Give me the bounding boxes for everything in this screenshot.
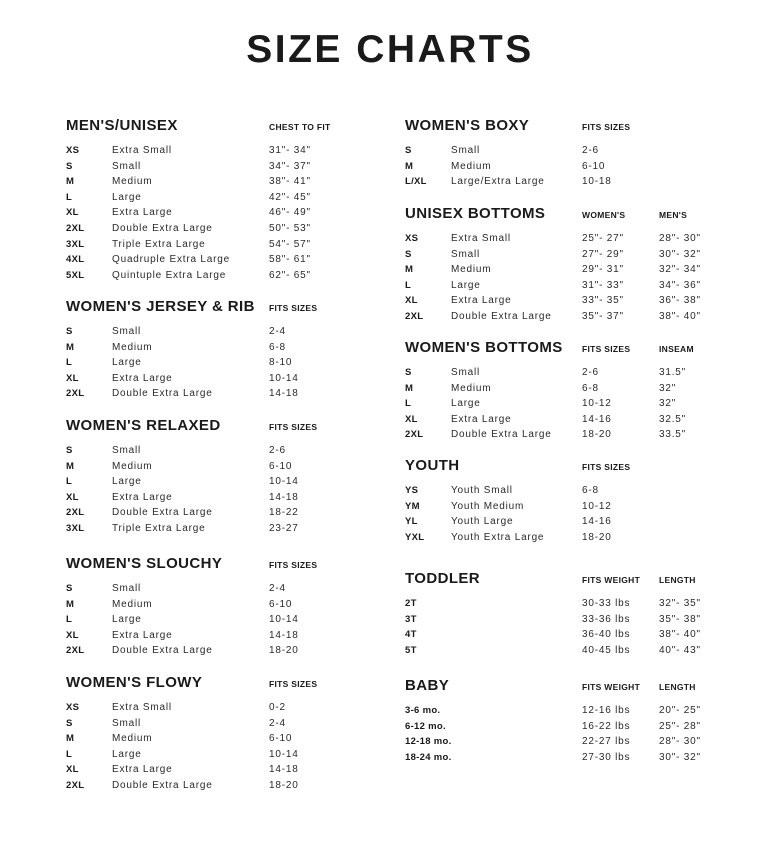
size-value: 22-27 lbs xyxy=(582,736,631,748)
size-name: Double Extra Large xyxy=(451,311,552,322)
column-header: FITS SIZES xyxy=(582,462,631,472)
size-value: 36-40 lbs xyxy=(582,629,631,641)
size-value: 38"- 41" xyxy=(269,176,311,188)
size-name: Medium xyxy=(112,341,153,353)
size-row xyxy=(66,254,406,270)
size-row xyxy=(405,145,745,161)
size-value: 42"- 45" xyxy=(269,191,311,203)
size-code: S xyxy=(66,445,73,456)
size-value: 18-20 xyxy=(269,645,299,657)
size-row xyxy=(405,485,745,501)
column-header: LENGTH xyxy=(659,575,696,585)
size-name: Medium xyxy=(112,733,153,745)
size-code: XL xyxy=(405,413,418,425)
section-title: YOUTH xyxy=(405,457,460,474)
size-value: 40-45 lbs xyxy=(582,644,631,656)
size-code: S xyxy=(405,145,412,156)
size-row xyxy=(66,239,406,255)
size-value: 30"- 32" xyxy=(659,751,701,763)
size-row xyxy=(405,176,745,192)
size-name: Medium xyxy=(451,264,492,276)
size-code: 2XL xyxy=(405,429,424,441)
size-value: 35"- 38" xyxy=(659,613,701,625)
size-code: 3XL xyxy=(66,523,85,534)
size-value: 18-22 xyxy=(269,507,299,519)
size-row xyxy=(66,523,406,539)
size-name: Youth Medium xyxy=(451,500,525,512)
size-value: 6-10 xyxy=(269,598,293,610)
size-code: M xyxy=(405,160,414,172)
size-code: S xyxy=(405,367,412,378)
size-code: 18-24 mo. xyxy=(405,751,452,763)
size-code: 12-18 mo. xyxy=(405,736,452,748)
size-row xyxy=(405,429,745,445)
size-value: 28"- 30" xyxy=(659,233,701,244)
size-row xyxy=(66,645,406,661)
size-code: 4XL xyxy=(66,254,85,266)
size-code: YS xyxy=(405,485,419,496)
size-row xyxy=(66,733,406,749)
size-value: 14-16 xyxy=(582,516,612,528)
size-value: 32"- 34" xyxy=(659,264,701,276)
size-name: Medium xyxy=(112,598,153,610)
size-value: 32"- 35" xyxy=(659,598,701,609)
size-row xyxy=(66,599,406,615)
size-code: 5T xyxy=(405,644,417,656)
size-row xyxy=(405,629,745,645)
size-row xyxy=(405,532,745,548)
size-row xyxy=(405,161,745,177)
size-code: 6-12 mo. xyxy=(405,720,446,732)
size-row xyxy=(405,367,745,383)
size-value: 2-4 xyxy=(269,326,286,337)
size-name: Small xyxy=(112,445,142,456)
size-value: 8-10 xyxy=(269,357,293,369)
size-value: 28"- 30" xyxy=(659,736,701,748)
size-value: 6-8 xyxy=(582,382,599,394)
size-row xyxy=(405,383,745,399)
size-value: 14-18 xyxy=(269,629,299,641)
size-value: 0-2 xyxy=(269,702,286,713)
size-name: Youth Large xyxy=(451,516,514,528)
size-name: Large xyxy=(451,398,481,410)
size-value: 14-18 xyxy=(269,388,299,400)
size-name: Large xyxy=(112,614,142,626)
size-code: M xyxy=(405,264,414,276)
size-value: 10-14 xyxy=(269,372,299,384)
size-row xyxy=(405,280,745,296)
size-value: 10-14 xyxy=(269,476,299,488)
size-code: XS xyxy=(66,702,80,713)
size-code: 2T xyxy=(405,598,417,609)
column-header: WOMEN'S xyxy=(582,210,626,220)
size-value: 14-16 xyxy=(582,413,612,425)
section-title: WOMEN'S RELAXED xyxy=(66,417,221,434)
size-name: Extra Small xyxy=(112,145,172,156)
size-value: 27-30 lbs xyxy=(582,751,631,763)
size-name: Small xyxy=(112,326,142,337)
size-name: Double Extra Large xyxy=(451,429,552,441)
size-row xyxy=(405,598,745,614)
size-value: 2-6 xyxy=(582,145,599,156)
size-name: Double Extra Large xyxy=(112,780,213,791)
size-name: Small xyxy=(451,367,481,378)
size-code: M xyxy=(66,176,75,188)
size-value: 10-14 xyxy=(269,614,299,626)
size-code: XL xyxy=(66,629,79,641)
size-code: L/XL xyxy=(405,176,427,188)
size-row xyxy=(405,736,745,752)
size-row xyxy=(405,311,745,327)
size-code: 2XL xyxy=(66,780,85,791)
size-code: 2XL xyxy=(66,645,85,657)
size-name: Extra Large xyxy=(112,491,173,503)
size-value: 10-18 xyxy=(582,176,612,188)
size-value: 2-6 xyxy=(269,445,286,456)
size-row xyxy=(405,398,745,414)
page-title: SIZE CHARTS xyxy=(246,28,534,71)
size-name: Double Extra Large xyxy=(112,388,213,400)
size-code: L xyxy=(66,357,73,369)
size-name: Extra Large xyxy=(451,413,512,425)
size-value: 20"- 25" xyxy=(659,705,701,716)
section-title: WOMEN'S JERSEY & RIB xyxy=(66,298,255,315)
size-row xyxy=(405,721,745,737)
size-row xyxy=(66,780,406,796)
size-value: 31"- 33" xyxy=(582,279,624,291)
size-row xyxy=(66,342,406,358)
size-row xyxy=(66,749,406,765)
size-name: Extra Large xyxy=(112,764,173,776)
size-value: 2-4 xyxy=(269,583,286,594)
size-code: S xyxy=(66,160,73,172)
size-code: S xyxy=(405,248,412,260)
size-value: 12-16 lbs xyxy=(582,705,631,716)
size-name: Extra Large xyxy=(112,372,173,384)
section-title: BABY xyxy=(405,677,450,694)
column-header: FITS SIZES xyxy=(269,303,318,313)
size-value: 58"- 61" xyxy=(269,254,311,266)
size-name: Small xyxy=(112,160,142,172)
size-value: 27"- 29" xyxy=(582,248,624,260)
column-header: FITS SIZES xyxy=(582,122,631,132)
size-name: Small xyxy=(451,145,481,156)
size-code: 2XL xyxy=(66,388,85,400)
size-code: L xyxy=(66,614,73,626)
size-code: XL xyxy=(66,207,79,219)
column-header: INSEAM xyxy=(659,344,694,354)
size-value: 35"- 37" xyxy=(582,311,624,322)
section-title: WOMEN'S BOXY xyxy=(405,117,530,134)
size-row xyxy=(66,326,406,342)
size-value: 33-36 lbs xyxy=(582,613,631,625)
column-header: LENGTH xyxy=(659,682,696,692)
column-header: FITS SIZES xyxy=(269,679,318,689)
size-value: 32" xyxy=(659,382,677,394)
size-row xyxy=(66,388,406,404)
size-code: 4T xyxy=(405,629,417,641)
size-name: Medium xyxy=(451,382,492,394)
size-name: Large xyxy=(112,748,142,760)
size-row xyxy=(66,764,406,780)
column-header: FITS WEIGHT xyxy=(582,575,641,585)
size-value: 38"- 40" xyxy=(659,629,701,641)
size-name: Triple Extra Large xyxy=(112,523,206,534)
size-name: Youth Small xyxy=(451,485,513,496)
size-name: Youth Extra Large xyxy=(451,531,545,543)
size-value: 25"- 27" xyxy=(582,233,624,244)
size-code: XL xyxy=(66,764,79,776)
size-value: 6-10 xyxy=(269,460,293,472)
size-code: L xyxy=(66,748,73,760)
size-value: 31"- 34" xyxy=(269,145,311,156)
size-code: L xyxy=(405,398,412,410)
size-code: 2XL xyxy=(405,311,424,322)
size-name: Medium xyxy=(451,160,492,172)
size-row xyxy=(405,414,745,430)
size-value: 10-14 xyxy=(269,748,299,760)
size-name: Small xyxy=(451,248,481,260)
size-code: M xyxy=(405,382,414,394)
size-code: S xyxy=(66,326,73,337)
size-name: Large xyxy=(112,357,142,369)
size-value: 34"- 36" xyxy=(659,279,701,291)
size-row xyxy=(405,233,745,249)
size-value: 29"- 31" xyxy=(582,264,624,276)
size-row xyxy=(66,614,406,630)
size-name: Large/Extra Large xyxy=(451,176,545,188)
size-name: Large xyxy=(451,279,481,291)
size-code: M xyxy=(66,460,75,472)
size-code: L xyxy=(66,476,73,488)
section-title: MEN'S/UNISEX xyxy=(66,117,178,134)
size-code: XL xyxy=(66,491,79,503)
size-value: 31.5" xyxy=(659,367,687,378)
size-value: 10-12 xyxy=(582,500,612,512)
size-value: 36"- 38" xyxy=(659,295,701,307)
size-name: Double Extra Large xyxy=(112,223,213,234)
size-value: 6-10 xyxy=(269,733,293,745)
size-row xyxy=(66,630,406,646)
size-value: 6-10 xyxy=(582,160,606,172)
size-value: 38"- 40" xyxy=(659,311,701,322)
section-title: TODDLER xyxy=(405,570,481,587)
size-row xyxy=(66,373,406,389)
size-value: 54"- 57" xyxy=(269,238,311,250)
size-name: Quintuple Extra Large xyxy=(112,269,227,281)
size-row xyxy=(66,270,406,286)
size-row xyxy=(66,718,406,734)
size-row xyxy=(405,614,745,630)
size-name: Extra Large xyxy=(451,295,512,307)
size-row xyxy=(66,476,406,492)
section-title: WOMEN'S SLOUCHY xyxy=(66,555,223,572)
size-code: S xyxy=(66,583,73,594)
size-value: 30"- 32" xyxy=(659,248,701,260)
size-value: 23-27 xyxy=(269,523,299,534)
section-title: WOMEN'S BOTTOMS xyxy=(405,339,563,356)
section-title: WOMEN'S FLOWY xyxy=(66,674,203,691)
size-value: 32" xyxy=(659,398,677,410)
size-value: 14-18 xyxy=(269,491,299,503)
size-name: Small xyxy=(112,583,142,594)
column-header: FITS SIZES xyxy=(582,344,631,354)
size-value: 62"- 65" xyxy=(269,269,311,281)
size-value: 46"- 49" xyxy=(269,207,311,219)
size-row xyxy=(66,583,406,599)
size-value: 32.5" xyxy=(659,413,687,425)
size-value: 18-20 xyxy=(269,780,299,791)
size-code: 3-6 mo. xyxy=(405,705,441,716)
size-code: 2XL xyxy=(66,223,85,234)
size-value: 50"- 53" xyxy=(269,223,311,234)
size-name: Medium xyxy=(112,176,153,188)
column-header: FITS WEIGHT xyxy=(582,682,641,692)
column-header: FITS SIZES xyxy=(269,560,318,570)
size-row xyxy=(405,752,745,768)
size-name: Small xyxy=(112,717,142,729)
size-row xyxy=(66,145,406,161)
size-value: 10-12 xyxy=(582,398,612,410)
size-row xyxy=(66,507,406,523)
size-row xyxy=(66,207,406,223)
size-name: Large xyxy=(112,476,142,488)
size-name: Quadruple Extra Large xyxy=(112,254,230,266)
size-value: 40"- 43" xyxy=(659,644,701,656)
size-name: Double Extra Large xyxy=(112,507,213,519)
column-header: CHEST TO FIT xyxy=(269,122,331,132)
size-row xyxy=(66,357,406,373)
size-row xyxy=(405,705,745,721)
size-row xyxy=(405,295,745,311)
size-name: Extra Small xyxy=(451,233,511,244)
size-value: 25"- 28" xyxy=(659,720,701,732)
size-name: Medium xyxy=(112,460,153,472)
size-row xyxy=(405,501,745,517)
size-row xyxy=(405,645,745,661)
size-name: Double Extra Large xyxy=(112,645,213,657)
size-value: 14-18 xyxy=(269,764,299,776)
size-code: YL xyxy=(405,516,418,528)
size-value: 34"- 37" xyxy=(269,160,311,172)
size-value: 33"- 35" xyxy=(582,295,624,307)
size-code: 3T xyxy=(405,613,417,625)
size-value: 6-8 xyxy=(269,341,286,353)
size-row xyxy=(405,516,745,532)
size-code: XL xyxy=(405,295,418,307)
size-value: 2-4 xyxy=(269,717,286,729)
size-name: Extra Small xyxy=(112,702,172,713)
size-name: Large xyxy=(112,191,142,203)
column-header: MEN'S xyxy=(659,210,688,220)
size-value: 2-6 xyxy=(582,367,599,378)
size-value: 16-22 lbs xyxy=(582,720,631,732)
size-code: 5XL xyxy=(66,269,85,281)
size-value: 33.5" xyxy=(659,429,687,441)
size-row xyxy=(66,461,406,477)
size-code: XS xyxy=(405,233,419,244)
size-code: YXL xyxy=(405,531,425,543)
size-row xyxy=(66,702,406,718)
column-header: FITS SIZES xyxy=(269,422,318,432)
size-code: L xyxy=(66,191,73,203)
size-row xyxy=(66,192,406,208)
size-name: Triple Extra Large xyxy=(112,238,206,250)
size-row xyxy=(66,161,406,177)
size-code: L xyxy=(405,279,412,291)
size-row xyxy=(405,249,745,265)
size-code: M xyxy=(66,598,75,610)
size-value: 18-20 xyxy=(582,429,612,441)
size-code: YM xyxy=(405,500,420,512)
size-code: 3XL xyxy=(66,238,85,250)
section-title: UNISEX BOTTOMS xyxy=(405,205,546,222)
size-value: 6-8 xyxy=(582,485,599,496)
size-row xyxy=(66,492,406,508)
size-code: M xyxy=(66,733,75,745)
size-value: 30-33 lbs xyxy=(582,598,631,609)
size-code: S xyxy=(66,717,73,729)
size-row xyxy=(66,445,406,461)
size-name: Extra Large xyxy=(112,207,173,219)
size-value: 18-20 xyxy=(582,531,612,543)
size-code: XS xyxy=(66,145,80,156)
size-code: XL xyxy=(66,372,79,384)
size-name: Extra Large xyxy=(112,629,173,641)
size-row xyxy=(66,223,406,239)
size-code: M xyxy=(66,341,75,353)
size-row xyxy=(405,264,745,280)
size-code: 2XL xyxy=(66,507,85,519)
size-row xyxy=(66,176,406,192)
